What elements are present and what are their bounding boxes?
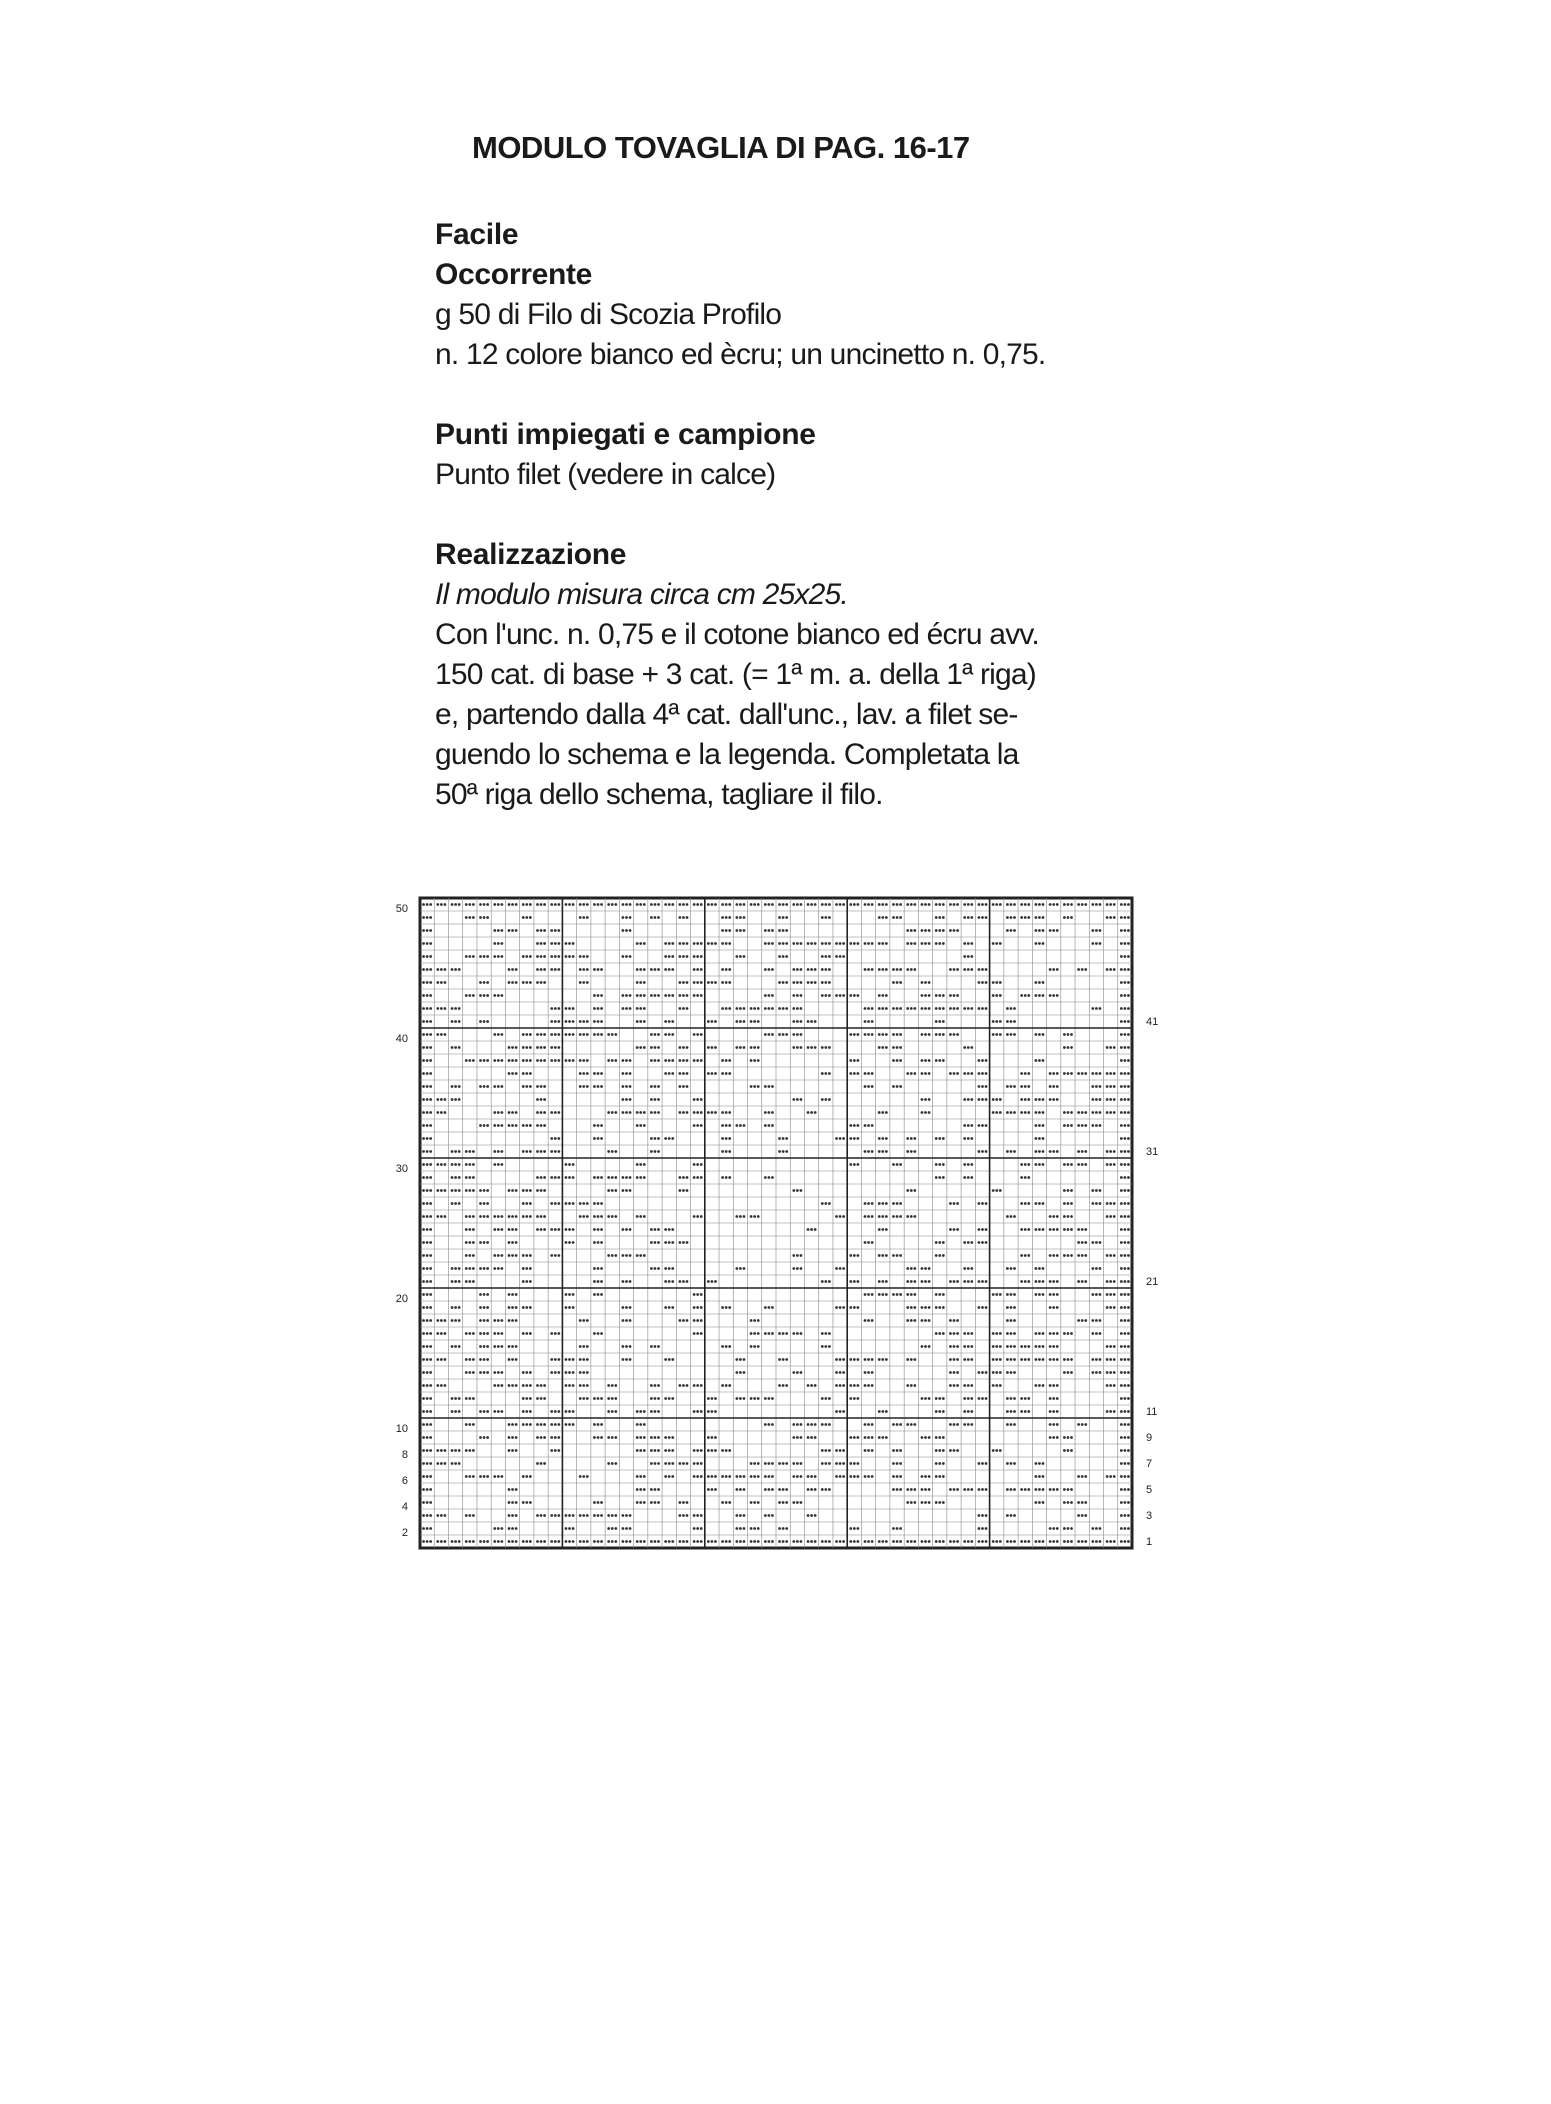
chart-row-label-left: 30 <box>395 1163 408 1175</box>
chart-row-label-right: 41 <box>1146 1016 1159 1028</box>
materials-line-1: g 50 di Filo di Scozia Profilo <box>435 298 782 331</box>
chart-row-label-left: 6 <box>401 1475 408 1487</box>
chart-row-label-right: 21 <box>1146 1276 1159 1288</box>
construction-line-5: 50ª riga dello schema, tagliare il filo. <box>435 778 883 811</box>
construction-heading: Realizzazione <box>435 538 627 571</box>
chart-row-label-left: 8 <box>401 1449 408 1461</box>
chart-row-label-left: 20 <box>395 1293 408 1305</box>
construction-line-4: guendo lo schema e la legenda. Completata la <box>435 738 1019 771</box>
chart-row-label-right: 31 <box>1146 1146 1159 1158</box>
construction-line-3: e, partendo dalla 4ª cat. dall'unc., lav. a filet se- <box>435 698 1018 731</box>
chart-row-label-right: 9 <box>1146 1432 1153 1444</box>
chart-row-label-left: 50 <box>395 903 408 915</box>
chart-row-label-left: 4 <box>401 1501 408 1513</box>
filet-chart <box>370 888 1170 1558</box>
chart-row-label-left: 2 <box>401 1527 408 1539</box>
chart-row-label-right: 1 <box>1146 1536 1153 1548</box>
construction-line-1: Con l'unc. n. 0,75 e il cotone bianco ed écru avv. <box>435 618 1039 651</box>
difficulty-label: Facile <box>435 218 519 251</box>
stitches-heading: Punti impiegati e campione <box>435 418 816 451</box>
stitches-line-1: Punto filet (vedere in calce) <box>435 458 776 491</box>
chart-row-label-left: 10 <box>395 1423 408 1435</box>
construction-line-2: 150 cat. di base + 3 cat. (= 1ª m. a. della 1ª riga) <box>435 658 1036 691</box>
instructions-text <box>435 215 1195 815</box>
materials-heading: Occorrente <box>435 258 593 291</box>
chart-row-label-right: 3 <box>1146 1510 1153 1522</box>
materials-line-2: n. 12 colore bianco ed ècru; un uncinetto n. 0,75. <box>435 338 1046 371</box>
filet-chart-grid <box>370 888 1170 1558</box>
size-note: Il modulo misura circa cm 25x25. <box>435 578 848 611</box>
chart-row-label-right: 5 <box>1146 1484 1153 1496</box>
chart-row-label-left: 40 <box>395 1033 408 1045</box>
chart-row-label-right: 11 <box>1146 1406 1158 1418</box>
page-title: MODULO TOVAGLIA DI PAG. 16-17 <box>472 130 970 165</box>
chart-row-label-right: 7 <box>1146 1458 1153 1470</box>
